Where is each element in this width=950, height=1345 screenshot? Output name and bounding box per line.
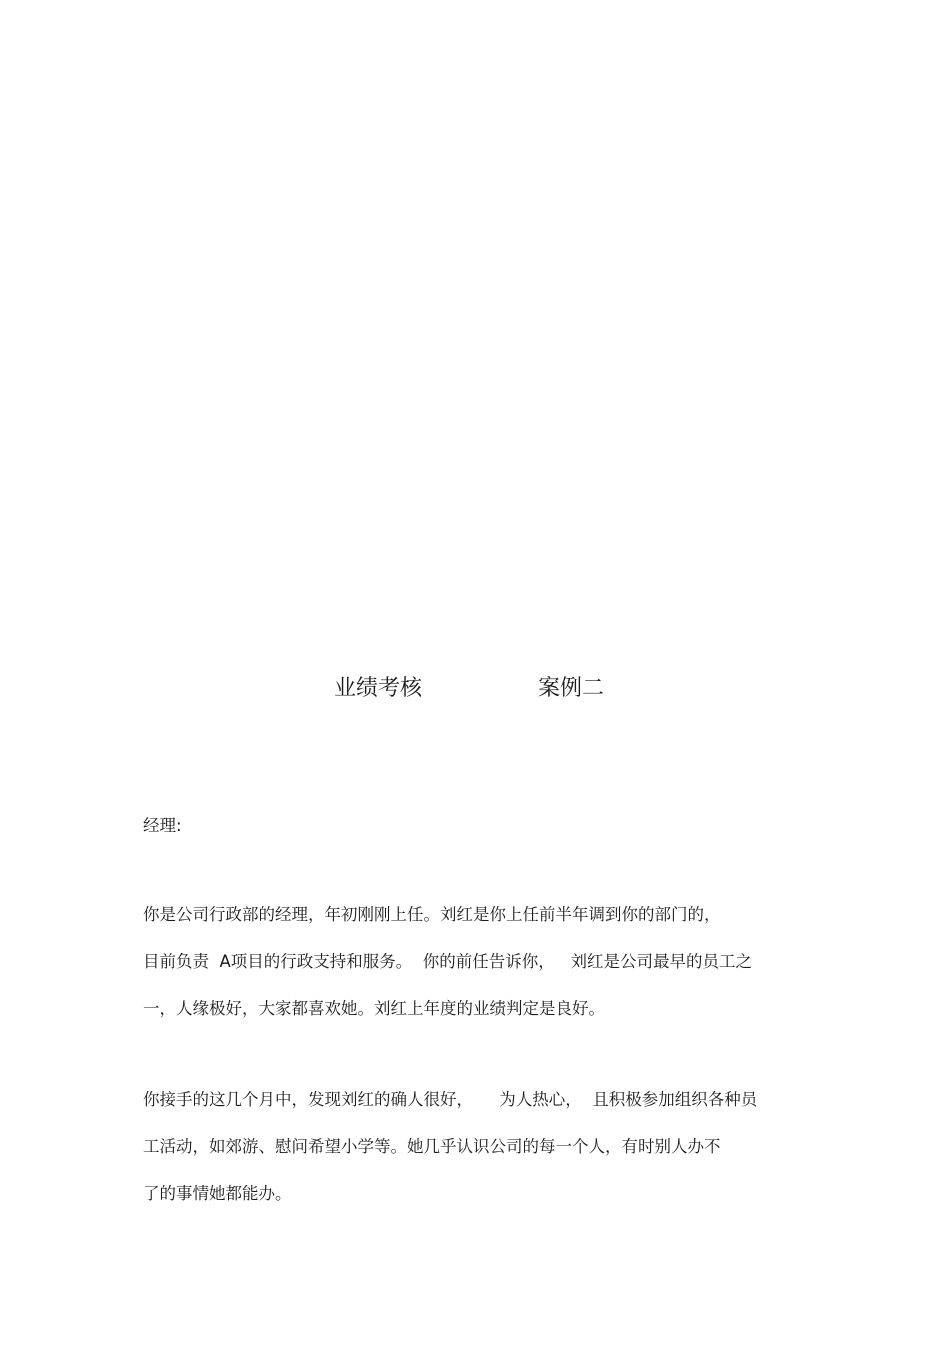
paragraph-2-line-2: 工活动，如郊游、慰问希望小学等。她几乎认识公司的每一个人，有时别人办不 (143, 1137, 721, 1156)
salutation: 经理: (143, 816, 182, 835)
paragraph-2-line-3: 了的事情她都能办。 (143, 1184, 292, 1203)
paragraph-1-line-2: 目前负责 A项目的行政支持和服务。 你的前任告诉你， 刘红是公司最早的员工之 (143, 952, 753, 971)
paragraph-1-line-3: 一，人缘极好，大家都喜欢她。刘红上年度的业绩判定是良好。 (143, 999, 605, 1018)
document-title: 业绩考核 (334, 676, 423, 701)
paragraph-2-line-1: 你接手的这几个月中，发现刘红的确人很好， 为人热心， 且积极参加组织各种员 (143, 1090, 758, 1109)
document-subtitle: 案例二 (538, 676, 605, 701)
paragraph-1-line-1: 你是公司行政部的经理，年初刚刚上任。刘红是你上任前半年调到你的部门的， (143, 905, 721, 924)
